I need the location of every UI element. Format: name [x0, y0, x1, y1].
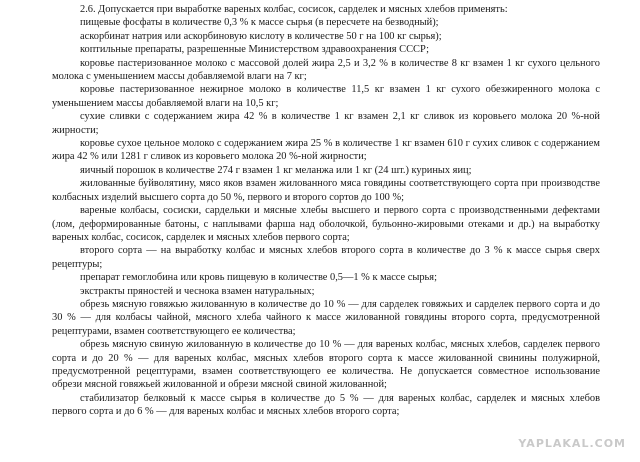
paragraph-spice-extracts: экстракты пряностей и чеснока взамен натуральных; [80, 285, 315, 297]
paragraph-second-grade: второго сорта — на выработку колбас и мясных хлебов второго сорта в количестве до 3 % к массе сырья сверх рецептуры; [52, 245, 600, 270]
paragraph-buffalo-meat: жилованные буйволятину, мясо яков взамен жилованного мяса говядины соответствующего сорта при производстве колбасных изделий высшего сорта до 50 %, первого и второго сортов до 100 %; [52, 178, 600, 203]
paragraph-ascorbate: аскорбинат натрия или аскорбиновую кислоту в количестве 50 г на 100 кг сырья); [80, 30, 442, 42]
paragraph-egg-powder: яичный порошок в количестве 274 г взамен 1 кг меланжа или 1 кг (24 шт.) куриных яиц; [80, 164, 472, 176]
paragraph-dry-cream: сухие сливки с содержанием жира 42 % в количестве 1 кг взамен 2,1 кг сливок из коровьего молока 20 %-ной жирности; [52, 111, 600, 136]
paragraph-intro: 2.6. Допускается при выработке вареных колбас, сосисок, сарделек и мясных хлебов применять: [80, 4, 508, 15]
paragraph-smoke-preparations: коптильные препараты, разрешенные Министерством здравоохранения СССР; [80, 44, 430, 56]
paragraph-beef-trimmings: обрезь мясную говяжью жилованную в количестве до 10 % — для сарделек говяжьих и сарделек первого сорта и до 30 % — для колбасы чайной, мясного хлеба чайного к массе жилованной говядины второго сорта, предусмотренной рецептурами, взамен соответствующего ее количества; [52, 298, 600, 337]
paragraph-pasteurized-milk: коровье пастеризованное молоко с массовой долей жира 2,5 и 3,2 % в количестве 8 кг взамен 1 кг сухого цельного молока с уменьшением массы добавляемой влаги на 7 кг; [52, 57, 600, 83]
paragraph-protein-stabilizer: стабилизатор белковый к массе сырья в количестве до 5 % — для вареных колбас, сарделек и мясных хлебов первого сорта и до 6 % — для вареных колбас и мясных хлебов второго сорта; [52, 392, 600, 418]
paragraph-hemoglobin: препарат гемоглобина или кровь пищевую в количестве 0,5—1 % к массе сырья; [80, 272, 437, 284]
paragraph-skim-milk: коровье пастеризованное нежирное молоко в количестве 11,5 кг взамен 1 кг сухого обезжиренного молока с уменьшением массы добавляемой влаги на 10,5 кг; [52, 84, 600, 109]
paragraph-defective-products: вареные колбасы, сосиски, сардельки и мясные хлебы высшего и первого сорта с производственными дефектами (лом, деформированные батоны, с наплывами фарша над оболочкой, бульонно-жировыми отеками и др.) на выработку вареных колбас, сосисок, сарделек и мясных хлебов первого сорта; [52, 205, 600, 243]
paragraph-dry-whole-milk: коровье сухое цельное молоко с содержанием жира 25 % в количестве 1 кг взамен 610 г сухих сливок с содержанием жира 42 % или 1281 г сливок из коровьего молока 20 %-ной жирности; [52, 138, 600, 163]
paragraph-phosphates: пищевые фосфаты в количестве 0,3 % к массе сырья (в пересчете на безводный); [80, 17, 439, 29]
paragraph-pork-trimmings: обрезь мясную свиную жилованную в количестве до 10 % — для вареных колбас, мясных хлебов, сарделек первого сорта и до 20 % — для вареных колбас, мясных хлебов второго сорта к массе жилованной свинины полужирной, предусмотренной рецептурами, взамен соответствующего ее количества. Не допускается совместное использование обрези мясной говяжьей жилованной и обрези мясной свиной жилованной; [52, 339, 600, 391]
document-text [52, 3, 600, 419]
watermark: YAPLAKAL.COM [518, 437, 626, 450]
